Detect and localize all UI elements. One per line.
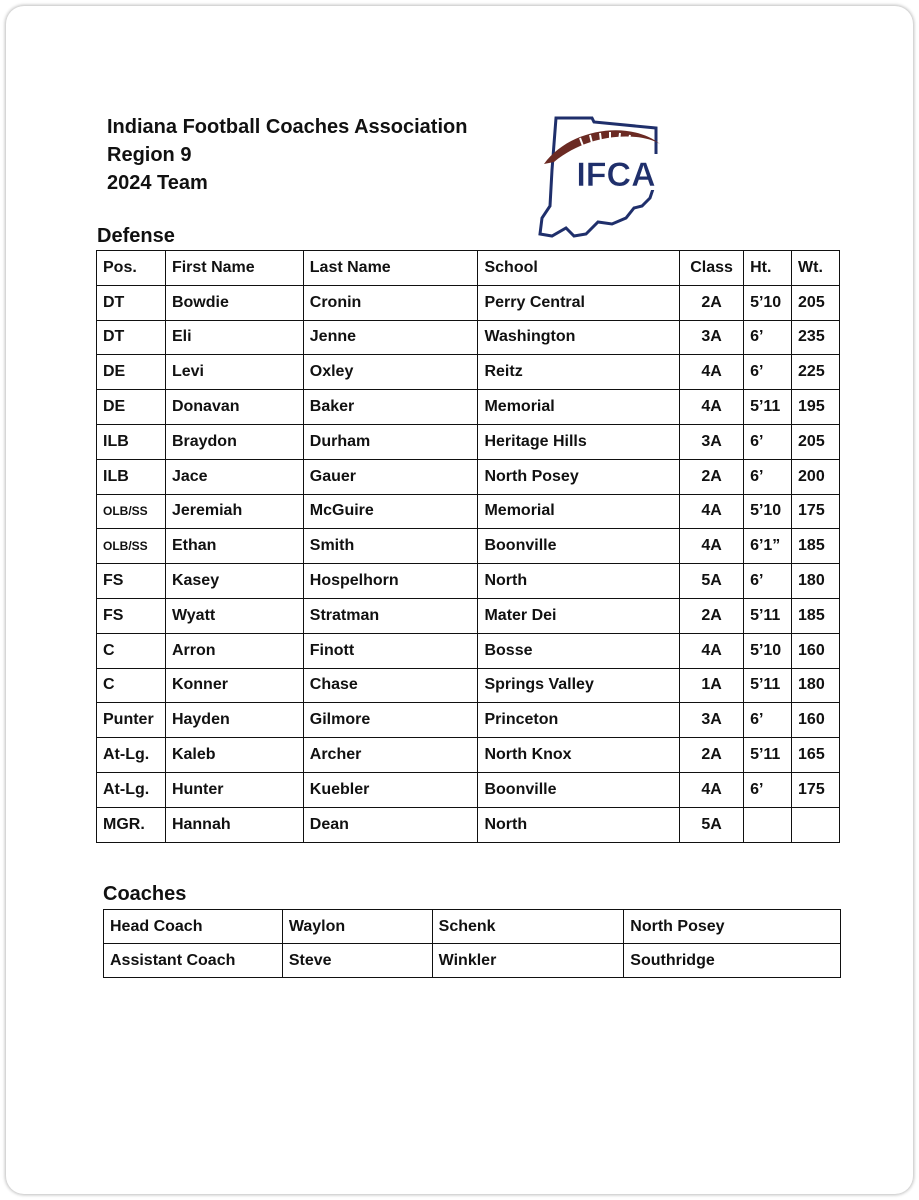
position-cell: At-Lg. [97, 772, 166, 807]
first-name-cell: Hunter [165, 772, 303, 807]
school-cell: Reitz [478, 355, 680, 390]
coach-school-cell: North Posey [624, 910, 841, 944]
height-cell: 6’ [744, 564, 792, 599]
class-cell: 2A [680, 459, 744, 494]
class-cell: 3A [680, 424, 744, 459]
school-cell: Memorial [478, 494, 680, 529]
height-cell: 5’11 [744, 738, 792, 773]
height-cell: 6’ [744, 772, 792, 807]
defense-section-title: Defense [97, 225, 175, 247]
school-cell: North Knox [478, 738, 680, 773]
last-name-cell: Kuebler [303, 772, 478, 807]
first-name-cell: Braydon [165, 424, 303, 459]
school-cell: Heritage Hills [478, 424, 680, 459]
weight-cell: 195 [792, 390, 840, 425]
document-header [107, 113, 467, 197]
class-cell: 2A [680, 285, 744, 320]
team-year: 2024 Team [107, 172, 208, 194]
height-cell: 5’11 [744, 598, 792, 633]
logo-text: IFCA [576, 156, 656, 194]
weight-cell: 160 [792, 703, 840, 738]
column-header-height: Ht. [744, 251, 792, 286]
last-name-cell: Chase [303, 668, 478, 703]
class-cell: 5A [680, 807, 744, 842]
school-cell: Memorial [478, 390, 680, 425]
height-cell: 5’11 [744, 390, 792, 425]
first-name-cell: Kaleb [165, 738, 303, 773]
position-cell: FS [97, 598, 166, 633]
position-cell: MGR. [97, 807, 166, 842]
weight-cell: 180 [792, 564, 840, 599]
class-cell: 1A [680, 668, 744, 703]
first-name-cell: Bowdie [165, 285, 303, 320]
class-cell: 4A [680, 772, 744, 807]
position-cell: C [97, 668, 166, 703]
weight-cell: 180 [792, 668, 840, 703]
height-cell: 5’10 [744, 285, 792, 320]
column-header-first-name: First Name [165, 251, 303, 286]
column-header-school: School [478, 251, 680, 286]
school-cell: Bosse [478, 633, 680, 668]
school-cell: North [478, 564, 680, 599]
table-row [97, 703, 840, 738]
weight-cell: 200 [792, 459, 840, 494]
weight-cell: 175 [792, 772, 840, 807]
last-name-cell: Archer [303, 738, 478, 773]
table-row [97, 564, 840, 599]
table-row [97, 285, 840, 320]
first-name-cell: Arron [165, 633, 303, 668]
class-cell: 3A [680, 703, 744, 738]
weight-cell: 225 [792, 355, 840, 390]
table-row [97, 390, 840, 425]
position-cell: C [97, 633, 166, 668]
table-row [104, 910, 841, 944]
school-cell: Perry Central [478, 285, 680, 320]
table-row [97, 633, 840, 668]
table-header-row [97, 251, 840, 286]
school-cell: Springs Valley [478, 668, 680, 703]
position-cell: At-Lg. [97, 738, 166, 773]
ifca-logo [530, 110, 670, 245]
position-cell: OLB/SS [97, 494, 166, 529]
last-name-cell: Jenne [303, 320, 478, 355]
defense-table [96, 250, 840, 843]
class-cell: 4A [680, 529, 744, 564]
coach-last-name-cell: Winkler [432, 944, 624, 978]
first-name-cell: Konner [165, 668, 303, 703]
height-cell: 6’ [744, 424, 792, 459]
position-cell: FS [97, 564, 166, 599]
coaches-table [103, 909, 841, 978]
weight-cell: 185 [792, 598, 840, 633]
height-cell: 5’10 [744, 494, 792, 529]
first-name-cell: Hannah [165, 807, 303, 842]
position-cell: DT [97, 320, 166, 355]
class-cell: 4A [680, 355, 744, 390]
position-cell: ILB [97, 459, 166, 494]
class-cell: 3A [680, 320, 744, 355]
column-header-class: Class [680, 251, 744, 286]
table-row [97, 807, 840, 842]
school-cell: North Posey [478, 459, 680, 494]
last-name-cell: Dean [303, 807, 478, 842]
last-name-cell: Oxley [303, 355, 478, 390]
coach-first-name-cell: Waylon [282, 910, 432, 944]
weight-cell [792, 807, 840, 842]
table-row [97, 424, 840, 459]
weight-cell: 205 [792, 285, 840, 320]
weight-cell: 175 [792, 494, 840, 529]
table-row [97, 598, 840, 633]
class-cell: 5A [680, 564, 744, 599]
last-name-cell: Stratman [303, 598, 478, 633]
height-cell: 6’ [744, 459, 792, 494]
last-name-cell: Baker [303, 390, 478, 425]
coaches-table-body [104, 910, 841, 978]
table-row [97, 355, 840, 390]
coaches-section-title: Coaches [103, 883, 187, 905]
region-name: Region 9 [107, 144, 192, 166]
table-row [97, 320, 840, 355]
last-name-cell: Gauer [303, 459, 478, 494]
weight-cell: 185 [792, 529, 840, 564]
position-cell: DE [97, 355, 166, 390]
first-name-cell: Jace [165, 459, 303, 494]
column-header-last-name: Last Name [303, 251, 478, 286]
class-cell: 4A [680, 633, 744, 668]
school-cell: Washington [478, 320, 680, 355]
coach-role-cell: Assistant Coach [104, 944, 283, 978]
school-cell: Princeton [478, 703, 680, 738]
first-name-cell: Kasey [165, 564, 303, 599]
coach-school-cell: Southridge [624, 944, 841, 978]
coach-first-name-cell: Steve [282, 944, 432, 978]
height-cell: 5’10 [744, 633, 792, 668]
position-cell: OLB/SS [97, 529, 166, 564]
last-name-cell: Cronin [303, 285, 478, 320]
coach-last-name-cell: Schenk [432, 910, 624, 944]
weight-cell: 165 [792, 738, 840, 773]
height-cell: 5’11 [744, 668, 792, 703]
height-cell: 6’ [744, 355, 792, 390]
table-row [97, 529, 840, 564]
weight-cell: 160 [792, 633, 840, 668]
first-name-cell: Levi [165, 355, 303, 390]
last-name-cell: Finott [303, 633, 478, 668]
indiana-state-football-logo-icon [530, 110, 670, 245]
first-name-cell: Donavan [165, 390, 303, 425]
school-cell: Boonville [478, 772, 680, 807]
table-row [97, 668, 840, 703]
column-header-weight: Wt. [792, 251, 840, 286]
table-row [104, 944, 841, 978]
table-row [97, 772, 840, 807]
weight-cell: 235 [792, 320, 840, 355]
school-cell: North [478, 807, 680, 842]
first-name-cell: Ethan [165, 529, 303, 564]
coach-role-cell: Head Coach [104, 910, 283, 944]
table-row [97, 738, 840, 773]
school-cell: Boonville [478, 529, 680, 564]
class-cell: 4A [680, 390, 744, 425]
last-name-cell: Gilmore [303, 703, 478, 738]
class-cell: 2A [680, 738, 744, 773]
position-cell: DT [97, 285, 166, 320]
last-name-cell: Smith [303, 529, 478, 564]
association-name: Indiana Football Coaches Association [107, 116, 468, 138]
school-cell: Mater Dei [478, 598, 680, 633]
height-cell: 6’1” [744, 529, 792, 564]
position-cell: DE [97, 390, 166, 425]
height-cell: 6’ [744, 320, 792, 355]
height-cell: 6’ [744, 703, 792, 738]
first-name-cell: Hayden [165, 703, 303, 738]
column-header-position: Pos. [97, 251, 166, 286]
last-name-cell: McGuire [303, 494, 478, 529]
first-name-cell: Eli [165, 320, 303, 355]
position-cell: Punter [97, 703, 166, 738]
first-name-cell: Jeremiah [165, 494, 303, 529]
class-cell: 4A [680, 494, 744, 529]
defense-table-body [97, 251, 840, 843]
position-cell: ILB [97, 424, 166, 459]
last-name-cell: Hospelhorn [303, 564, 478, 599]
first-name-cell: Wyatt [165, 598, 303, 633]
last-name-cell: Durham [303, 424, 478, 459]
class-cell: 2A [680, 598, 744, 633]
table-row [97, 459, 840, 494]
weight-cell: 205 [792, 424, 840, 459]
height-cell [744, 807, 792, 842]
table-row [97, 494, 840, 529]
